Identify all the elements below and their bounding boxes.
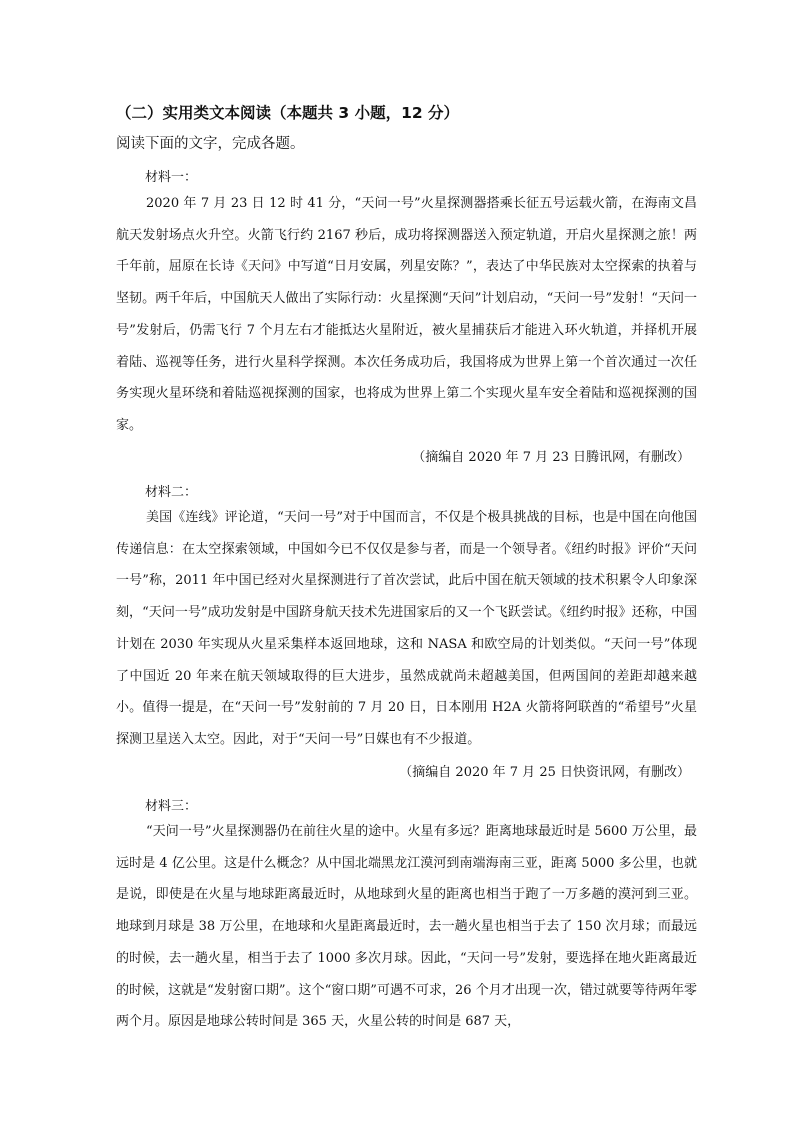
material2-label: 材料二： [145, 485, 198, 500]
material1-label: 材料一： [145, 170, 198, 185]
material3-label: 材料三： [145, 799, 198, 814]
material1-source: （摘编自 2020 年 7 月 23 日腾讯网，有删改） [412, 450, 690, 465]
material2-source: （摘编自 2020 年 7 月 25 日快资讯网，有删改） [399, 765, 690, 780]
instruction-text: 阅读下面的文字，完成各题。 [116, 136, 305, 152]
section-title: （二）实用类文本阅读（本题共 3 小题，12 分） [116, 104, 460, 122]
material3-paragraph: “天问一号”火星探测器仍在前往火星的途中。火星有多远？距离地球最近时是 5600 万公里，最远时是 4 亿公里。这是什么概念？从中国北端黑龙江漠河到南端海南三亚，距离 5000 多公里，也就是说，即使是在火星与地球距离最近时，从地球到火星的距离也相当于跑了一万多趟的漠河到三亚。地球到月球是 38 万公里，在地球和火星距离最近时，去一趟火星也相当于去了 150 次月球；而最远的时候，去一趟火星，相当于去了 1000 多次月球。因此，“天问一号”发射，要选择在地火距离最近的时候，这就是“发射窗口期”。这个“窗口期”可遇不可求，26 个月才出现一次，错过就要等待两年零两个月。原因是地球公转时间是 365 天，火星公转的时间是 687 天， [116, 824, 697, 1030]
material1-paragraph: 2020 年 7 月 23 日 12 时 41 分，“天问一号”火星探测器搭乘长征五号运载火箭，在海南文昌航天发射场点火升空。火箭飞行约 2167 秒后，成功将探测器送入预定轨道，开启火星探测之旅！两千年前，屈原在长诗《天问》中写道“日月安属，列星安陈？”，表达了中华民族对太空探索的执着与坚韧。两千年后，中国航天人做出了实际行动：火星探测“天问”计划启动，“天问一号”发射！“天问一号”发射后，仍需飞行 7 个月左右才能抵达火星附近，被火星捕获后才能进入环火轨道，并择机开展着陆、巡视等任务，进行火星科学探测。本次任务成功后，我国将成为世界上第一个首次通过一次任务实现火星环绕和着陆巡视探测的国家，也将成为世界上第二个实现火星车安全着陆和巡视探测的国家。 [116, 196, 697, 433]
material2-paragraph: 美国《连线》评论道，“天问一号”对于中国而言，不仅是个极具挑战的目标，也是中国在向他国传递信息：在太空探索领域，中国如今已不仅仅是参与者，而是一个领导者。《纽约时报》评价“天问一号”称，2011 年中国已经对火星探测进行了首次尝试，此后中国在航天领域的技术积累令人印象深刻，“天问一号”成功发射是中国跻身航天技术先进国家后的又一个飞跃尝试。《纽约时报》还称，中国计划在 2030 年实现从火星采集样本返回地球，这和 NASA 和欧空局的计划类似。“天问一号”体现了中国近 20 年来在航天领域取得的巨大进步，虽然成就尚未超越美国，但两国间的差距却越来越小。值得一提是，在“天问一号”发射前的 7 月 20 日，日本刚用 H2A 火箭将阿联酋的“希望号”火星探测卫星送入太空。因此，对于“天问一号”日媒也有不少报道。 [116, 510, 697, 747]
